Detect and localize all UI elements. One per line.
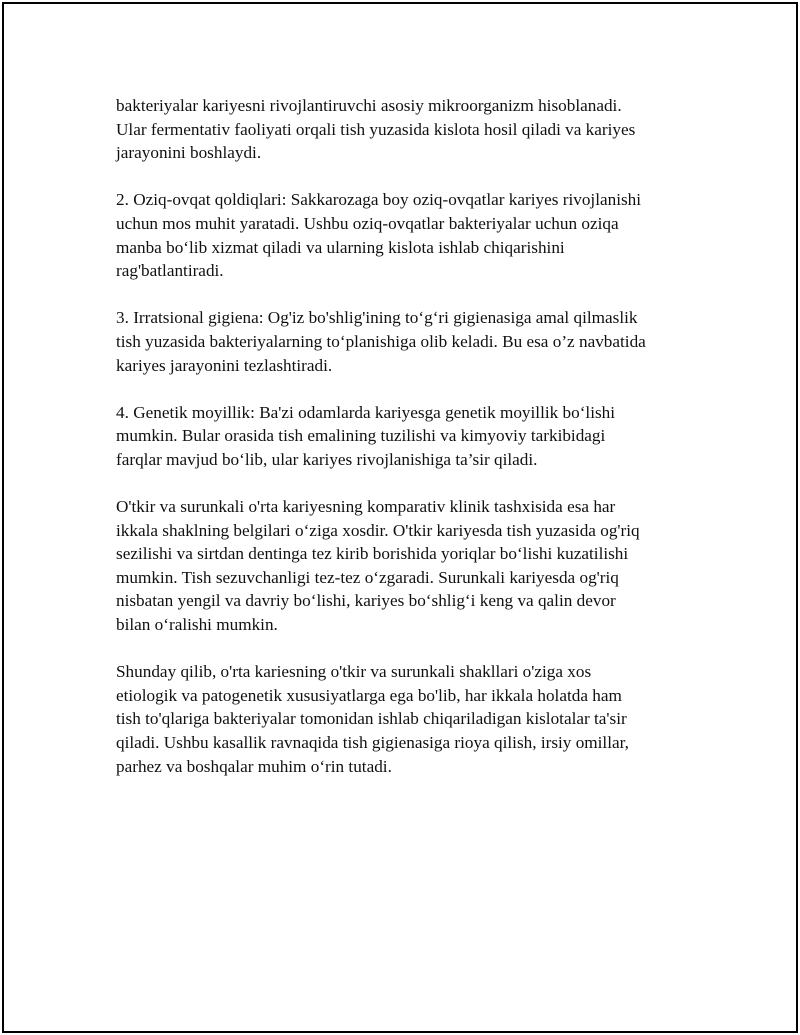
text-line: mumkin. Bular orasida tish emalining tuzilishi va kimyoviy tarkibidagi [116,426,606,446]
text-line: 4. Genetik moyillik: Ba'zi odamlarda kariyesga genetik moyillik bo‘lishi [116,402,616,422]
text-line: bakteriyalar kariyesni rivojlantiruvchi asosiy mikroorganizm hisoblanadi. [116,96,622,115]
paragraph-1 [116,94,696,165]
paragraph-2 [116,188,696,282]
text-line: etiologik va patogenetik xususiyatlarga ega bo'lib, har ikkala holatda ham [116,685,622,705]
paragraph-4 [116,401,696,472]
text-line: O'tkir va surunkali o'rta kariyesning komparativ klinik tashxisida esa har [116,497,616,517]
text-line: bilan o‘ralishi mumkin. [116,615,278,635]
text-line: ikkala shaklning belgilari o‘ziga xosdir. O'tkir kariyesda tish yuzasida og'riq [116,520,640,540]
text-line: parhez va boshqalar muhim o‘rin tutadi. [116,756,392,776]
text-line: rag'batlantiradi. [116,261,224,281]
text-line: sezilishi va sirtdan dentinga tez kirib borishida yoriqlar bo‘lishi kuzatilishi [116,544,629,564]
text-line: 3. Irratsional gigiena: Og'iz bo'shlig'ining to‘g‘ri gigienasiga amal qilmaslik [116,308,638,328]
paragraph-3 [116,306,696,377]
text-line: mumkin. Tish sezuvchanligi tez-tez o‘zgaradi. Surunkali kariyesda og'riq [116,567,619,587]
text-line: farqlar mavjud bo‘lib, ular kariyes rivojlanishiga ta’sir qiladi. [116,449,538,469]
text-line: Ular fermentativ faoliyati orqali tish yuzasida kislota hosil qiladi va kariyes [116,119,636,139]
text-line: qiladi. Ushbu kasallik ravnaqida tish gigienasiga rioya qilish, irsiy omillar, [116,733,629,753]
text-line: tish to'qlariga bakteriyalar tomonidan ishlab chiqariladigan kislotalar ta'sir [116,709,627,729]
paragraph-6 [116,660,696,778]
document-body [116,94,696,802]
text-line: tish yuzasida bakteriyalarning to‘planishiga olib keladi. Bu esa o’z navbatida [116,331,646,351]
text-line: Shunday qilib, o'rta kariesning o'tkir va surunkali shakllari o'ziga xos [116,662,592,682]
text-line: nisbatan yengil va davriy bo‘lishi, kariyes bo‘shlig‘i keng va qalin devor [116,591,616,611]
text-line: 2. Oziq-ovqat qoldiqlari: Sakkarozaga boy oziq-ovqatlar kariyes rivojlanishi [116,190,642,210]
paragraph-5 [116,495,696,637]
text-line: uchun mos muhit yaratadi. Ushbu oziq-ovqatlar bakteriyalar uchun oziqa [116,213,619,233]
text-line: jarayonini boshlaydi. [116,143,262,163]
text-line: manba bo‘lib xizmat qiladi va ularning kislota ishlab chiqarishini [116,237,565,257]
text-line: kariyes jarayonini tezlashtiradi. [116,355,333,375]
